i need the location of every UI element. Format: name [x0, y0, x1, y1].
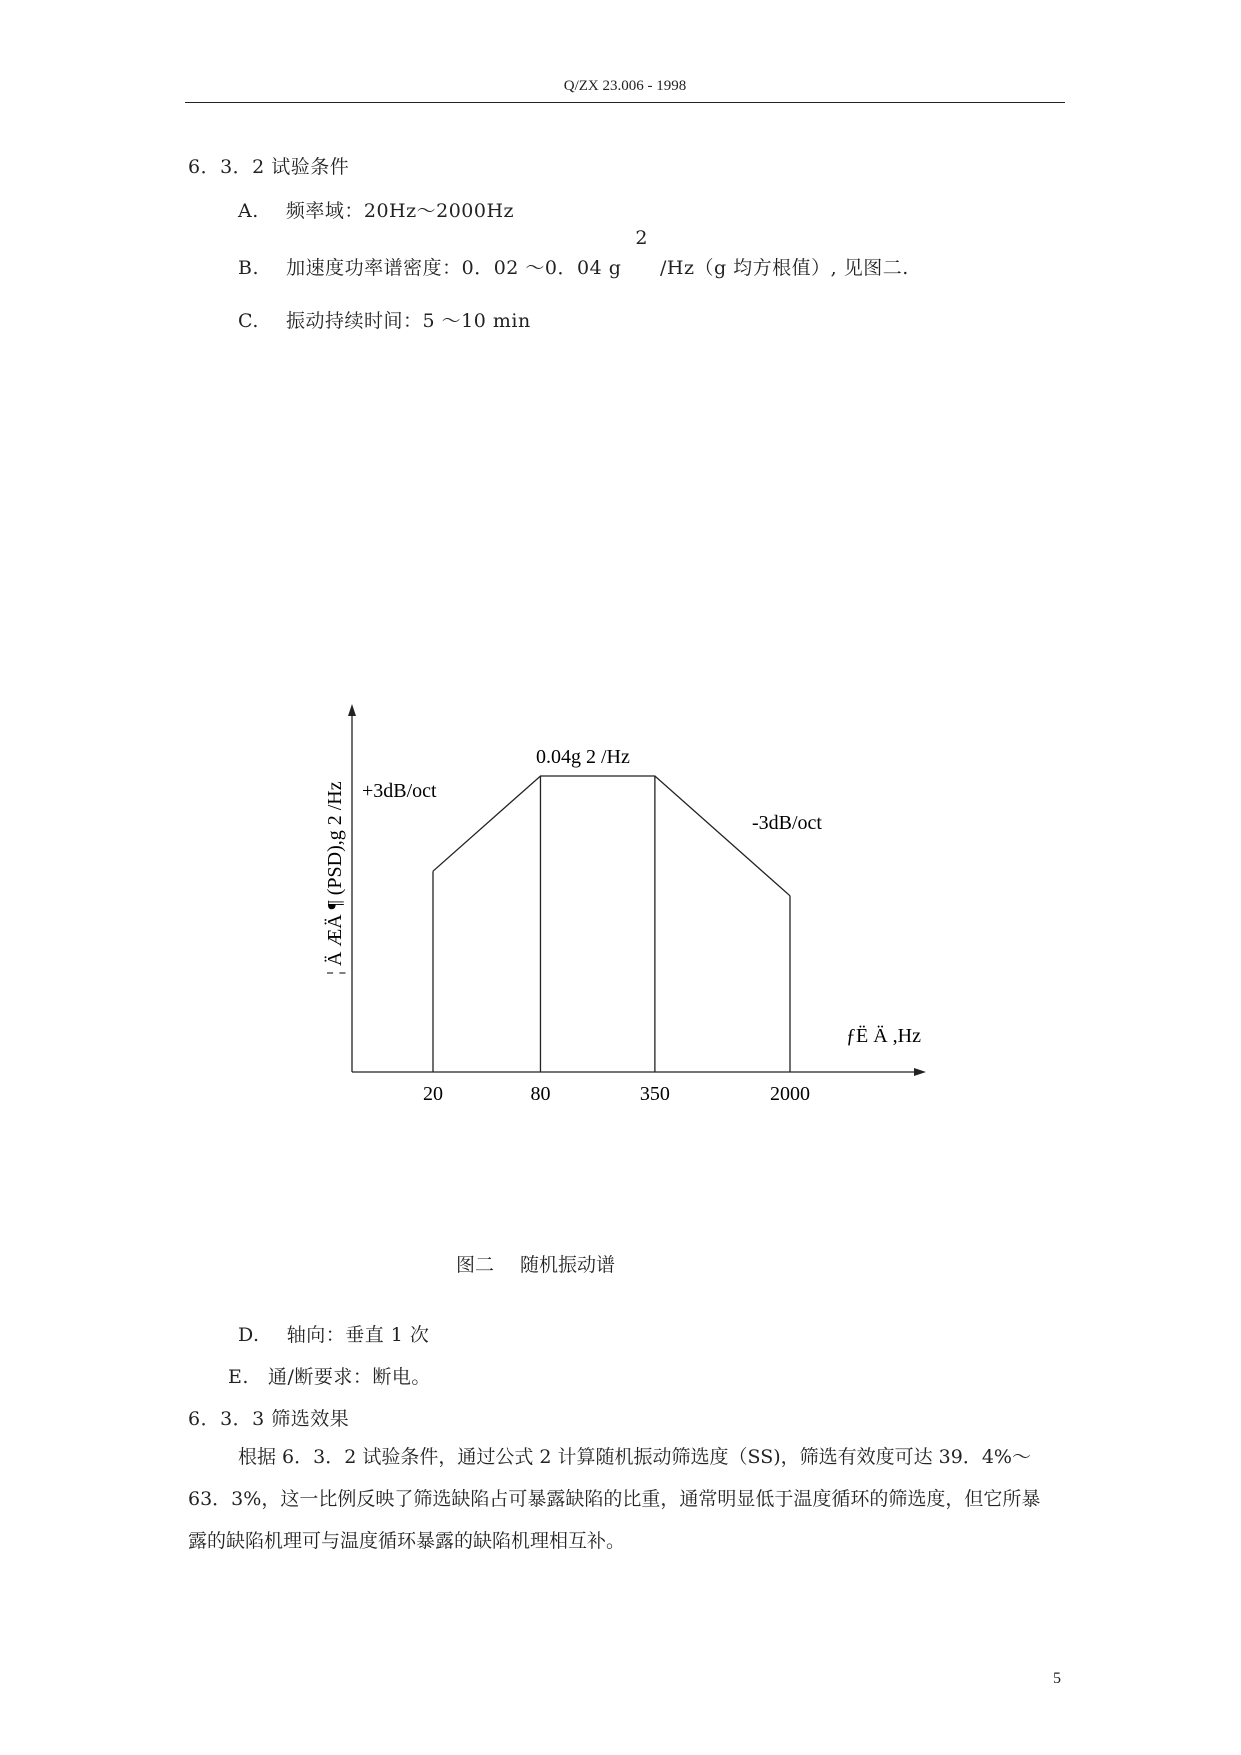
screening-effect-paragraph [188, 1436, 1058, 1562]
item-text-after: /Hz（g 均方根值）, 见图二. [659, 257, 909, 279]
item-text: 通/断要求：断电。 [268, 1366, 431, 1388]
plateau-label: 0.04g 2 /Hz [536, 746, 630, 768]
psd-series-line [433, 776, 790, 896]
superscript-2: 2 [635, 227, 648, 249]
page-number: 5 [1053, 1670, 1061, 1687]
item-text: 频率域：20Hz～2000Hz [285, 200, 515, 222]
paragraph-text: 根据 6．3．2 试验条件，通过公式 2 计算随机振动筛选度（SS)，筛选有效度可达 39．4%～63．3%，这一比例反映了筛选缺陷占可暴露缺陷的比重，通常明显低于温度循环的筛选度，但它所暴露的缺陷机理可与温度循环暴露的缺陷机理相互补。 [188, 1446, 1041, 1552]
item-label: C. [238, 310, 259, 332]
section-heading-632: 6．3．2 试验条件 [188, 156, 350, 178]
condition-e [228, 1362, 431, 1389]
condition-d [238, 1320, 429, 1347]
y-axis-label: ¦ Ä ÆÄ ¶ (PSD),g 2 /Hz [324, 781, 346, 975]
section-heading-633: 6．3．3 筛选效果 [188, 1408, 350, 1430]
running-header: Q/ZX 23.006 - 1998 [563, 78, 687, 94]
x-tick-label: 80 [530, 1083, 551, 1105]
item-text: 振动持续时间：5 ～10 min [286, 310, 531, 332]
item-text: 轴向：垂直 1 次 [286, 1324, 430, 1346]
item-text-before: 加速度功率谱密度：0．02 ～0．04 g [286, 257, 622, 279]
item-label: D. [238, 1324, 260, 1346]
item-label: E. [228, 1366, 249, 1388]
figure-caption [456, 1250, 615, 1277]
caption-number: 图二 [456, 1254, 495, 1276]
y-axis-arrow [348, 704, 356, 716]
item-label: A. [238, 200, 259, 222]
x-axis-label: ƒЁ Ä ,Hz [846, 1025, 921, 1047]
caption-title: 随机振动谱 [520, 1254, 616, 1276]
x-tick-label: 20 [423, 1083, 443, 1105]
x-tick-label: 350 [639, 1083, 670, 1105]
fall-label: -3dB/oct [752, 812, 822, 834]
rise-label: +3dB/oct [362, 780, 437, 802]
x-tick-label: 2000 [770, 1083, 810, 1105]
item-label: B. [238, 257, 260, 279]
x-axis-arrow [914, 1068, 926, 1076]
